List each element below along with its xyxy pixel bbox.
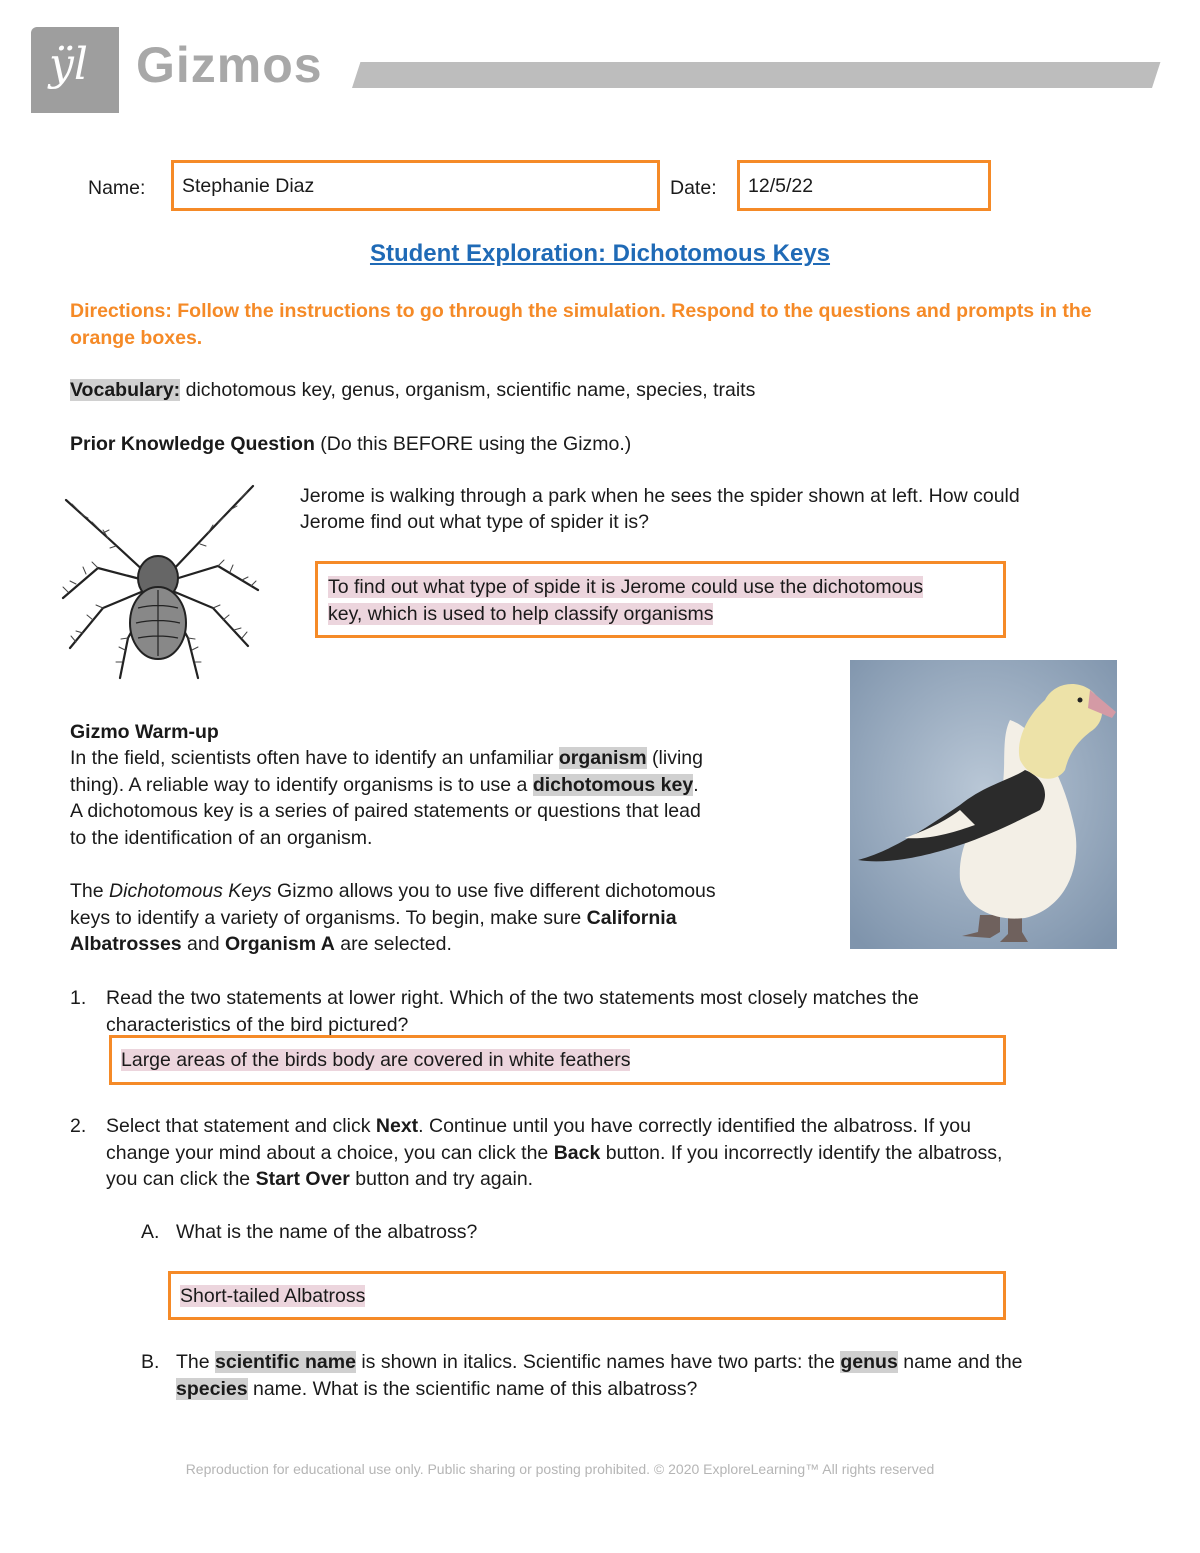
q1-number: 1. [70,987,87,1009]
prior-knowledge-note: (Do this BEFORE using the Gizmo.) [320,433,632,455]
gizmo-name: Dichotomous Keys [109,880,272,902]
warmup-paragraph-2 [70,878,830,958]
qB-l2-a: name. What is the scientific name of this albatross? [247,1377,698,1400]
q2-l1-b: . Continue until you have correctly identified the albatross. If you [418,1115,971,1137]
q2-number: 2. [70,1115,87,1137]
gizmos-logo [31,27,119,113]
start-over-button-ref: Start Over [255,1168,350,1190]
warmup-p2-and: and [181,933,226,955]
qA-answer: Short-tailed Albatross [180,1285,366,1307]
warmup-heading: Gizmo Warm-up [70,721,219,743]
date-value: 12/5/22 [748,175,814,197]
q1-line-1: Read the two statements at lower right. Which of the two statements most closely matches the [106,987,919,1009]
header-bar [352,62,1160,88]
albatross-illustration [850,660,1117,949]
date-label: Date: [670,177,717,199]
qB-l1-a: The [176,1351,216,1373]
qB-l1-c: name and the [897,1351,1023,1373]
prior-knowledge-line [70,431,631,458]
option-california: California [586,906,677,929]
warmup-p1-text-d: . [693,773,699,796]
q1-answer-box[interactable] [109,1035,1006,1085]
qA-text: What is the name of the albatross? [176,1221,478,1243]
vocabulary-label: Vocabulary: [70,379,181,401]
term-dichotomous-key: dichotomous key [532,773,694,796]
warmup-p2-text-a: The [70,880,110,902]
date-field[interactable] [737,160,991,211]
q2-l2-a: change your mind about a choice, you can click the [106,1141,554,1164]
prior-knowledge-label: Prior Knowledge Question [70,433,315,455]
term-organism: organism [558,747,647,769]
option-organism-a: Organism A [225,933,335,955]
q2-l1-a: Select that statement and click [106,1115,376,1137]
footer-copyright: Reproduction for educational use only. Public sharing or posting prohibited. © 2020 ExploreLearning™ All rights reserved [185,1461,935,1477]
warmup-p2-text-d: are selected. [334,933,452,955]
spider-illustration [58,478,263,683]
next-button-ref: Next [375,1115,419,1137]
page-title: Student Exploration: Dichotomous Keys [369,240,831,267]
q2-text [106,1113,1116,1193]
warmup-p2-text-c: keys to identify a variety of organisms. To begin, make sure [70,906,587,929]
directions: Directions: Follow the instructions to go through the simulation. Respond to the questions and prompts in the orange boxes. [70,300,1092,349]
warmup-p1-text-a: In the field, scientists often have to identify an unfamiliar [70,747,559,769]
prior-question-line-2: Jerome find out what type of spider it is? [300,511,650,533]
qB-l1-b: is shown in italics. Scientific names have two parts: the [355,1351,841,1373]
name-value: Stephanie Diaz [182,175,315,197]
option-albatrosses: Albatrosses [70,933,182,955]
logo-glyph: ÿl [49,39,88,90]
name-field[interactable] [171,160,660,211]
warmup-p1-text-f: to the identification of an organism. [70,826,373,849]
qB-letter: B. [141,1351,160,1373]
warmup-paragraph-1 [70,745,830,851]
back-button-ref: Back [553,1141,601,1164]
warmup-p1-text-e: A dichotomous key is a series of paired statements or questions that lead [70,800,701,822]
term-genus: genus [840,1351,898,1373]
warmup-p2-text-b: Gizmo allows you to use five different dichotomous [271,880,716,902]
q2-l3-b: button and try again. [349,1168,534,1190]
name-label: Name: [88,177,146,199]
vocabulary-terms: dichotomous key, genus, organism, scientific name, species, traits [185,379,756,401]
q1-line-2: characteristics of the bird pictured? [106,1013,409,1036]
q2-l2-b: button. If you incorrectly identify the albatross, [600,1141,1003,1164]
warmup-p1-text-c: thing). A reliable way to identify organisms is to use a [70,773,533,796]
prior-answer-line-2: key, which is used to help classify organisms [328,602,714,625]
prior-question-line-1: Jerome is walking through a park when he sees the spider shown at left. How could [300,485,1020,507]
term-species: species [176,1377,248,1400]
prior-answer-line-1: To find out what type of spide it is Jerome could use the dichotomous [328,576,924,598]
q2-l3-a: you can click the [106,1168,256,1190]
brand-name: Gizmos [136,37,323,93]
q1-answer: Large areas of the birds body are covered in white feathers [121,1049,631,1071]
prior-answer-box[interactable] [315,561,1006,638]
warmup-p1-text-b: (living [646,747,703,769]
term-scientific-name: scientific name [215,1351,356,1373]
qB-text [176,1349,1126,1402]
q1-text [106,985,1116,1038]
qA-answer-box[interactable] [168,1271,1006,1320]
qA-letter: A. [141,1221,160,1243]
vocabulary-line [70,377,755,404]
